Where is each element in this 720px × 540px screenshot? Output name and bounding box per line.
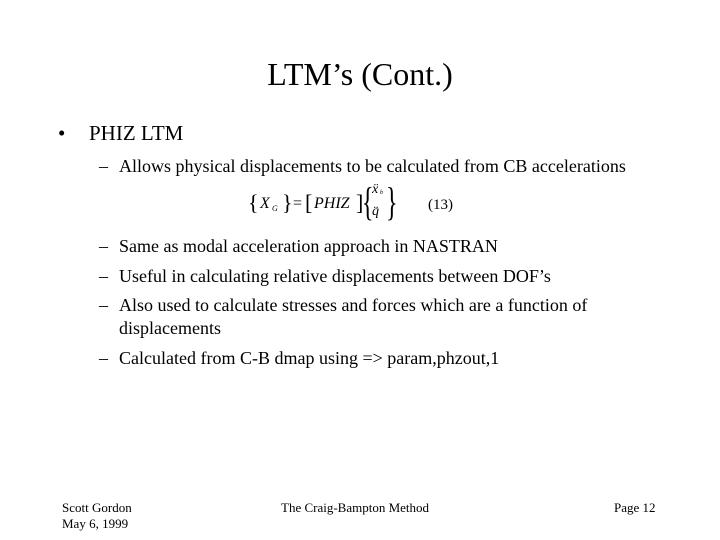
sub-item-text: Also used to calculate stresses and forces which are a function of displacements — [119, 295, 588, 338]
vec-brace-right: } — [386, 179, 398, 224]
eq-vec-top: ẍ — [372, 182, 379, 197]
vec-brace-left: { — [362, 179, 374, 224]
sub-item-text: Calculated from C-B dmap using => param,phzout,1 — [119, 348, 500, 368]
bracket-left: [ — [305, 190, 313, 215]
eq-equals: = — [293, 195, 303, 212]
footer-author: Scott Gordon — [62, 500, 132, 515]
footer-date: May 6, 1999 — [62, 516, 129, 531]
equation-13 — [248, 180, 468, 230]
dash-marker: – — [99, 236, 108, 256]
dash-marker: – — [99, 348, 108, 368]
eq-vec-bottom: q̈ — [372, 204, 379, 219]
dash-marker: – — [99, 295, 108, 315]
sub-item-text: Useful in calculating relative displacements between DOF’s — [119, 266, 551, 286]
sub-item-text: Allows physical displacements to be calculated from CB accelerations — [119, 156, 626, 176]
footer-page-number: Page 12 — [614, 500, 656, 515]
dash-marker: – — [99, 266, 108, 286]
brace-left: { — [248, 190, 259, 215]
brace-right: } — [282, 190, 293, 215]
sub-item-text: Same as modal acceleration approach in NASTRAN — [119, 236, 498, 256]
eq-matrix: PHIZ — [314, 195, 350, 212]
bullet-text: PHIZ LTM — [89, 121, 184, 145]
footer-title: The Craig-Bampton Method — [281, 500, 430, 515]
eq-vec-top-sub: b — [380, 190, 383, 196]
eq-lhs-sub: G — [272, 204, 278, 213]
eq-number: (13) — [428, 197, 453, 213]
eq-lhs-var: X — [260, 195, 270, 212]
slide-title: LTM’s (Cont.) — [267, 56, 453, 92]
bullet-marker: • — [58, 121, 66, 145]
dash-marker: – — [99, 156, 108, 176]
bracket-right: ] — [356, 190, 364, 215]
